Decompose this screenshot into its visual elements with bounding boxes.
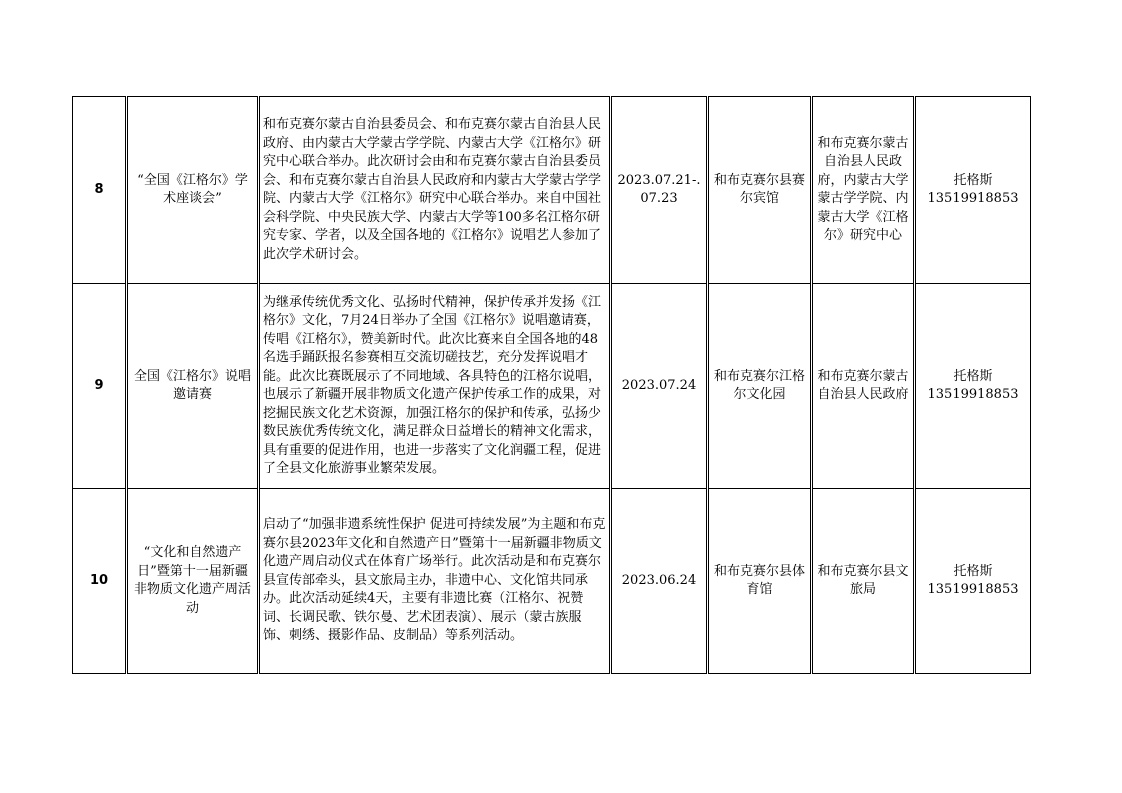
event-name: 全国《江格尔》说唱邀请赛: [127, 284, 259, 489]
event-name: “文化和自然遗产日”暨第十一届新疆非物质文化遗产周活动: [127, 489, 259, 674]
event-date: 2023.07.21-.07.23: [611, 97, 708, 284]
event-organizer: 和布克赛尔蒙古自治县人民政府: [812, 284, 915, 489]
contact-name: 托格斯: [953, 368, 993, 384]
event-date: 2023.07.24: [611, 284, 708, 489]
row-number: 9: [73, 284, 127, 489]
event-description: 和布克赛尔蒙古自治县委员会、和布克赛尔蒙古自治县人民政府、由内蒙古大学蒙古学学院、内蒙古大学《江格尔》研究中心联合举办。此次研讨会由和布克赛尔蒙古自治县委员会、和布克赛尔蒙古自治县人民政府和内蒙古大学蒙古学学院、内蒙古大学《江格尔》研究中心联合举办。来自中国社会科学院、中央民族大学、内蒙古大学等100多名江格尔研究专家、学者，以及全国各地的《江格尔》说唱艺人参加了此次学术研讨会。: [259, 97, 611, 284]
contact-name: 托格斯: [953, 172, 993, 188]
event-contact: [915, 97, 1031, 284]
row-number: 8: [73, 97, 127, 284]
contact-phone: 13519918853: [927, 387, 1019, 402]
contact-name: 托格斯: [953, 563, 993, 579]
event-organizer: 和布克赛尔蒙古自治县人民政府，内蒙古大学蒙古学学院、内蒙古大学《江格尔》研究中心: [812, 97, 915, 284]
event-description: 启动了“加强非遗系统性保护 促进可持续发展”为主题和布克赛尔县2023年文化和自然遗产日”暨第十一届新疆非物质文化遗产周启动仪式在体育广场举行。此次活动是和布克赛尔县宣传部牵头，县文旅局主办，非遗中心、文化馆共同承办。此次活动延续4天，主要有非遗比赛（江格尔、祝赞词、长调民歌、铁尔曼、艺术团表演）、展示（蒙古族服饰、刺绣、摄影作品、皮制品）等系列活动。: [259, 489, 611, 674]
event-venue: 和布克赛尔县体育馆: [708, 489, 812, 674]
contact-phone: 13519918853: [927, 582, 1019, 597]
event-name: “全国《江格尔》学术座谈会”: [127, 97, 259, 284]
table-row: [73, 489, 1031, 674]
event-description: 为继承传统优秀文化、弘扬时代精神，保护传承并发扬《江格尔》文化，7月24日举办了全国《江格尔》说唱邀请赛，传唱《江格尔》，赞美新时代。此次比赛来自全国各地的48名选手踊跃报名参赛相互交流切磋技艺，充分发挥说唱才能。此次比赛既展示了不同地域、各具特色的江格尔说唱，也展示了新疆开展非物质文化遗产保护传承工作的成果，对挖掘民族文化艺术资源，加强江格尔的保护和传承，弘扬少数民族优秀传统文化，满足群众日益增长的精神文化需求，具有重要的促进作用，也进一步落实了文化润疆工程，促进了全县文化旅游事业繁荣发展。: [259, 284, 611, 489]
table-row: [73, 284, 1031, 489]
contact-phone: 13519918853: [927, 191, 1019, 206]
event-date: 2023.06.24: [611, 489, 708, 674]
table-row: [73, 97, 1031, 284]
events-table: [72, 96, 1031, 674]
event-venue: 和布克赛尔县赛尔宾馆: [708, 97, 812, 284]
event-venue: 和布克赛尔江格尔文化园: [708, 284, 812, 489]
event-contact: [915, 284, 1031, 489]
event-contact: [915, 489, 1031, 674]
event-organizer: 和布克赛尔县文旅局: [812, 489, 915, 674]
row-number: 10: [73, 489, 127, 674]
